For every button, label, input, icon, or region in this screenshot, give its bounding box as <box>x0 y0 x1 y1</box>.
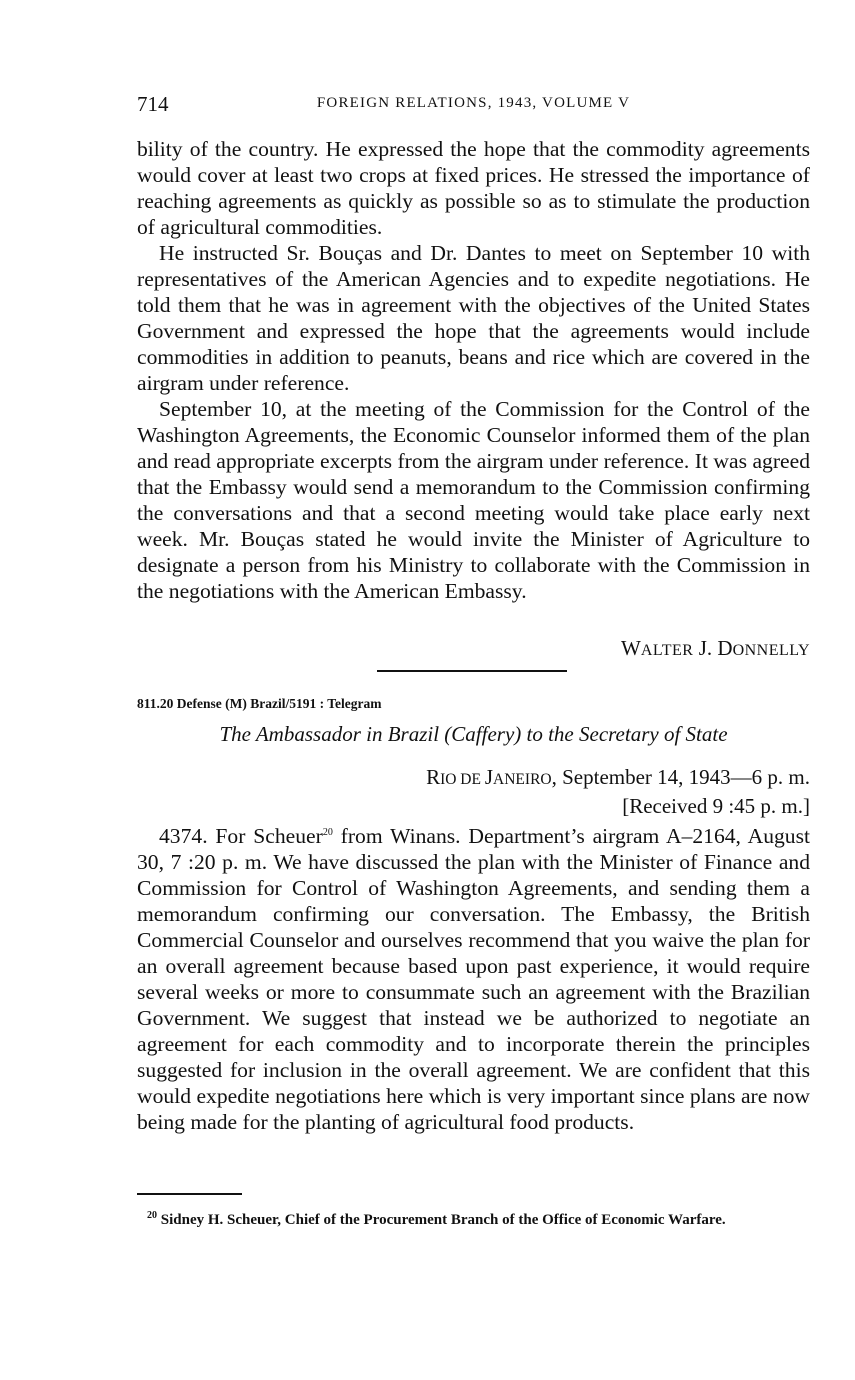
section1-body <box>137 136 810 604</box>
footnote-text: Sidney H. Scheuer, Chief of the Procurement Branch of the Office of Economic Warfare. <box>157 1212 726 1228</box>
para-start: 4374. For Scheuer <box>159 824 323 849</box>
place-initial: R <box>426 765 441 789</box>
paragraph: He instructed Sr. Bouças and Dr. Dantes to meet on September 10 with representatives of the American Agencies and to expedite negotiations. He told them that he was in agreement with the objectives of the United States Government and expressed the hope that the agreements would include commodities in addition to peanuts, beans and rice which are covered in the airgram under reference. <box>137 241 810 395</box>
paragraph: September 10, at the meeting of the Commission for the Control of the Washington Agreements, the Economic Counselor informed them of the plan and read appropriate excerpts from the airgram under reference. It was agreed that the Embassy would send a memorandum to the Commission confirming the conversations and that a second meeting would take place early next week. Mr. Bouças stated he would invite the Minister of Agriculture to designate a person from his Ministry to collaborate with the Commission in the negotiations with the American Embassy. <box>137 397 810 603</box>
place-rest: IO DE <box>440 771 485 788</box>
sig-first-rest: ALTER <box>640 642 694 659</box>
place-rest2: ANEIRO <box>493 771 552 788</box>
sig-first-initial: W <box>621 636 641 660</box>
footnote-divider <box>137 1193 242 1195</box>
sig-last-initial: D <box>717 636 733 660</box>
section-divider <box>377 670 567 672</box>
place-initial2: J <box>484 765 494 789</box>
file-reference: 811.20 Defense (M) Brazil/5191 : Telegram <box>137 696 382 711</box>
sig-last-rest: ONNELLY <box>732 642 810 659</box>
signature <box>621 636 810 661</box>
running-head: FOREIGN RELATIONS, 1943, VOLUME V <box>316 95 631 111</box>
dateline <box>426 764 810 820</box>
paragraph <box>137 820 810 1135</box>
page-number: 714 <box>137 92 169 116</box>
page-header <box>137 92 810 120</box>
para-rest: from Winans. Department’s airgram A–2164, August 30, 7 :20 p. m. We have discussed the plan with the Minister of Finance and Commission for Control of Washington Agreements, and sending them a memorandum confirming our conversation. The Embassy, the British Commercial Counselor and ourselves recommend that you waive the plan for an overall agreement because based upon past experience, it would require several weeks or more to consummate such an agreement with the Brazilian Government. We suggest that instead we be authorized to negotiate an agreement for each commodity and to incorporate therein the principles suggested for inclusion in the overall agreement. We are confident that this would expedite negotiations here which is very important since plans are now being made for the planting of agricultural food products. <box>137 824 810 1135</box>
footnote-marker: 20 <box>147 1210 157 1221</box>
telegram-body <box>137 820 810 1135</box>
paragraph: bility of the country. He expressed the hope that the commodity agreements would cover at least two crops at fixed prices. He stressed the importance of reaching agreements as quickly as possible so as to stimulate the production of agricultural commodities. <box>137 137 810 239</box>
received-time: [Received 9 :45 p. m.] <box>622 794 810 818</box>
date-text: , September 14, 1943—6 p. m. <box>551 765 810 789</box>
footnote-ref: 20 <box>322 827 333 838</box>
sig-middle: J. <box>698 636 713 660</box>
document-title: The Ambassador in Brazil (Caffery) to the Secretary of State <box>219 722 728 746</box>
dateline-place-date <box>426 764 810 793</box>
footnote <box>137 1207 810 1229</box>
